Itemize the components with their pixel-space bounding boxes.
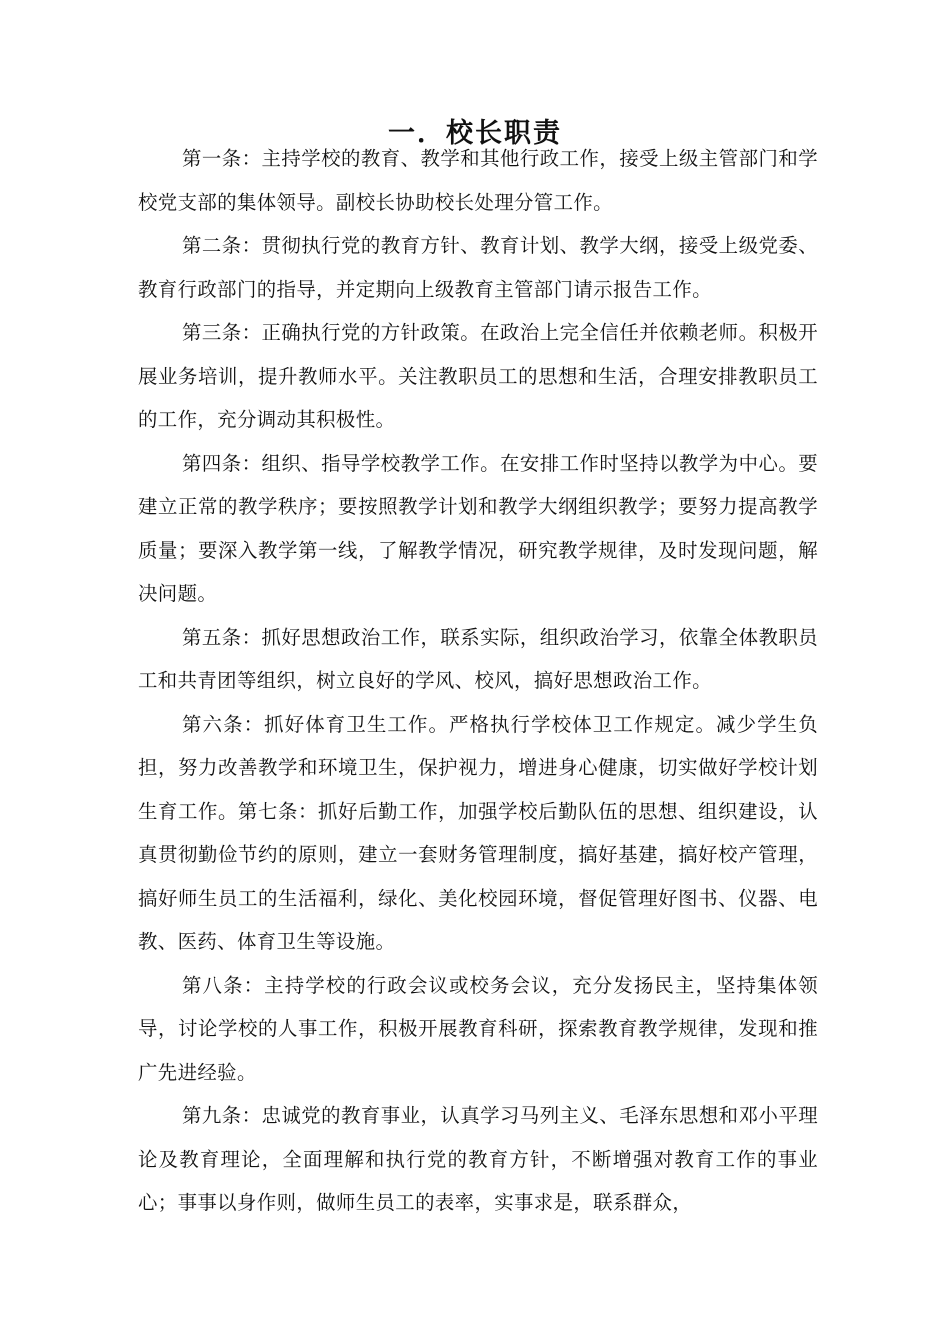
article-5-paragraph: 第五条：抓好思想政治工作，联系实际，组织政治学习，依靠全体教职员工和共青团等组织，树立良好的学风、校风，搞好思想政治工作。 <box>138 625 818 692</box>
article-1-paragraph: 第一条：主持学校的教育、教学和其他行政工作，接受上级主管部门和学校党支部的集体领导。副校长协助校长处理分管工作。 <box>138 147 818 214</box>
document-body <box>138 137 818 1225</box>
article-3-paragraph: 第三条：正确执行党的方针政策。在政治上完全信任并依赖老师。积极开展业务培训，提升教师水平。关注教职员工的思想和生活，合理安排教职员工的工作，充分调动其积极性。 <box>138 321 818 431</box>
article-6-7-paragraph: 第六条：抓好体育卫生工作。严格执行学校体卫工作规定。减少学生负担，努力改善教学和环境卫生，保护视力，增进身心健康，切实做好学校计划生育工作。第七条：抓好后勤工作，加强学校后勤队伍的思想、组织建设，认真贯彻勤俭节约的原则，建立一套财务管理制度，搞好基建，搞好校产管理，搞好师生员工的生活福利，绿化、美化校园环境，督促管理好图书、仪器、电教、医药、体育卫生等设施。 <box>138 712 818 953</box>
article-2-paragraph: 第二条：贯彻执行党的教育方针、教育计划、教学大纲，接受上级党委、教育行政部门的指导，并定期向上级教育主管部门请示报告工作。 <box>138 234 818 301</box>
article-4-paragraph: 第四条：组织、指导学校教学工作。在安排工作时坚持以教学为中心。要建立正常的教学秩序；要按照教学计划和教学大纲组织教学；要努力提高教学质量；要深入教学第一线，了解教学情况，研究教学规律，及时发现问题，解决问题。 <box>138 451 818 605</box>
article-8-paragraph: 第八条：主持学校的行政会议或校务会议，充分发扬民主，坚持集体领导，讨论学校的人事工作，积极开展教育科研，探索教育教学规律，发现和推广先进经验。 <box>138 973 818 1084</box>
article-9-paragraph: 第九条：忠诚党的教育事业，认真学习马列主义、毛泽东思想和邓小平理论及教育理论，全面理解和执行党的教育方针，不断增强对教育工作的事业心；事事以身作则，做师生员工的表率，实事求是，联系群众， <box>138 1104 818 1214</box>
document-title: 一．校长职责 <box>388 118 562 150</box>
